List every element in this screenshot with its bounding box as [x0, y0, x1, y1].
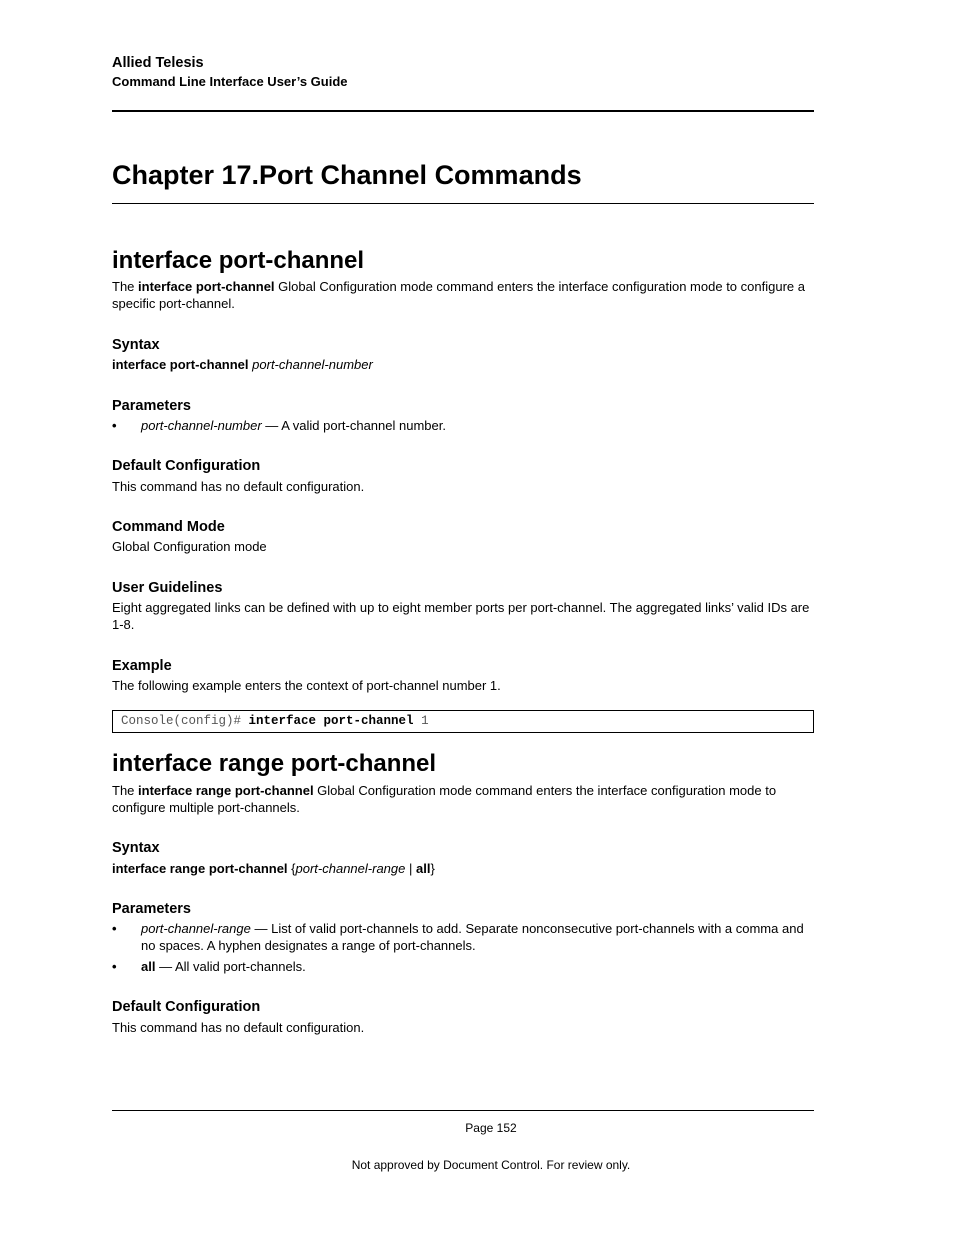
parameter-item: • all — All valid port-channels.	[112, 959, 306, 974]
section-interface-range-port-channel	[112, 750, 814, 778]
example-heading: Example	[112, 658, 172, 674]
header-company: Allied Telesis	[112, 55, 204, 71]
user-guidelines-heading: User Guidelines	[112, 580, 223, 596]
bullet-icon: •	[112, 921, 117, 936]
bullet-icon: •	[112, 959, 117, 974]
footer-page-number: Page 152	[465, 1121, 517, 1135]
section-title: interface range port-channel	[112, 750, 437, 777]
code-argument: 1	[413, 714, 429, 728]
code-prompt: Console(config)#	[121, 714, 249, 728]
command-mode-heading: Command Mode	[112, 519, 225, 535]
intro-command: interface port-channel	[138, 279, 275, 294]
default-config-text: This command has no default configuration.	[112, 479, 365, 494]
chapter-divider	[112, 203, 814, 204]
syntax-heading: Syntax	[112, 337, 160, 353]
section-interface-port-channel	[112, 247, 814, 275]
syntax-line: interface range port-channel {port-channel-range | all}	[112, 861, 435, 876]
code-example	[112, 710, 814, 733]
parameter-item: • port-channel-number — A valid port-channel number.	[112, 418, 446, 433]
section-intro: The interface range port-channel Global Configuration mode command enters the interface configuration mode to configure multiple port-channels.	[112, 783, 777, 815]
syntax-heading: Syntax	[112, 840, 160, 856]
default-config-heading: Default Configuration	[112, 458, 261, 474]
header-divider	[112, 110, 814, 112]
intro-command: interface range port-channel	[138, 783, 314, 798]
section-title: interface port-channel	[112, 247, 365, 274]
parameter-item: • port-channel-range — List of valid port-channels to add. Separate nonconsecutive port-channels with a comma and no spaces. A hyphen designates a range of port-channels.	[112, 921, 804, 953]
chapter-title: Chapter 17.Port Channel Commands	[112, 160, 582, 190]
footer-notice: Not approved by Document Control. For review only.	[351, 1158, 631, 1172]
syntax-line: interface port-channel port-channel-number	[112, 357, 373, 372]
parameters-heading: Parameters	[112, 901, 191, 917]
header-guide-title: Command Line Interface User’s Guide	[112, 74, 348, 89]
bullet-icon: •	[112, 418, 117, 433]
section-intro: The interface port-channel Global Configuration mode command enters the interface configuration mode to configure a specific port-channel.	[112, 279, 805, 311]
example-text: The following example enters the context of port-channel number 1.	[112, 678, 501, 693]
parameters-heading: Parameters	[112, 398, 191, 414]
default-config-text: This command has no default configuration.	[112, 1020, 365, 1035]
user-guidelines-text: Eight aggregated links can be defined with up to eight member ports per port-channel. The aggregated links’ valid IDs are 1-8.	[112, 600, 810, 632]
command-mode-text: Global Configuration mode	[112, 539, 267, 554]
code-command: interface port-channel	[248, 714, 414, 728]
default-config-heading: Default Configuration	[112, 999, 261, 1015]
footer-divider	[112, 1110, 814, 1111]
